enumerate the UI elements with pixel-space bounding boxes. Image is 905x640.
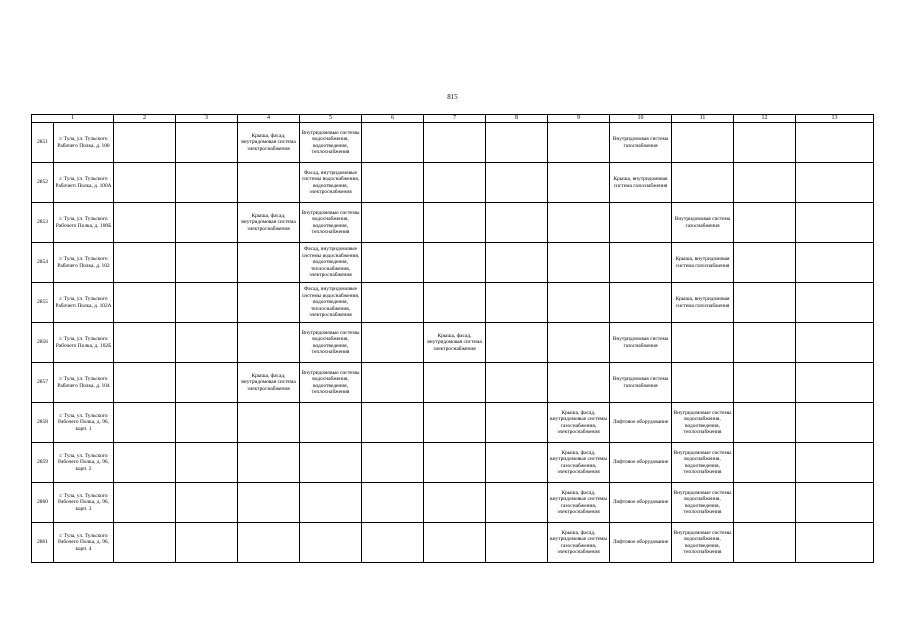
work-cell (548, 323, 610, 363)
address-cell (54, 363, 114, 403)
work-cell (610, 323, 672, 363)
address-cell (54, 443, 114, 483)
header-row (32, 115, 874, 123)
work-cell (610, 243, 672, 283)
header-cell: 9 (548, 115, 610, 123)
cell-text: 2855 (37, 299, 48, 306)
work-cell (672, 323, 734, 363)
work-cell (486, 243, 548, 283)
cell-text: Внутридомовая система газоснабжения (612, 336, 669, 349)
header-cell: 3 (176, 115, 238, 123)
work-cell (672, 283, 734, 323)
work-cell (424, 203, 486, 243)
work-cell (672, 203, 734, 243)
cell-text: Внутридомовые системы водоснабжения, водоотведения, теплоснабжения (673, 529, 732, 555)
header-cell: 7 (424, 115, 486, 123)
work-cell (486, 363, 548, 403)
work-cell (114, 483, 176, 523)
work-cell (362, 483, 424, 523)
work-cell (734, 123, 796, 163)
cell-text: Фасад, внутридомовые системы водоснабжения, водоотведения, электроснабжения (301, 169, 360, 195)
work-cell (548, 203, 610, 243)
work-cell (486, 203, 548, 243)
cell-text: Крыша, фасад, внутридомовая система электроснабжения (241, 372, 296, 392)
cell-text: Крыша, фасад, внутридомовые системы газоснабжения, электроснабжения (550, 449, 607, 475)
row-number-cell (32, 203, 54, 243)
work-cell (796, 243, 874, 283)
work-cell (238, 123, 300, 163)
cell-text: г. Тула, ул. Тульского Рабочего Полка, д. 96, корп. 4 (58, 532, 109, 552)
work-cell (486, 483, 548, 523)
work-cell (424, 283, 486, 323)
work-cell (672, 483, 734, 523)
table-row (32, 403, 874, 443)
cell-text: Внутридомовые системы водоснабжения, водоотведения, теплоснабжения (673, 409, 732, 435)
work-cell (176, 483, 238, 523)
address-cell (54, 403, 114, 443)
work-cell (300, 523, 362, 563)
work-cell (486, 123, 548, 163)
table-body (32, 123, 874, 563)
work-cell (796, 123, 874, 163)
work-cell (238, 403, 300, 443)
cell-text: Крыша, внутридомовая система газоснабжения (675, 256, 730, 269)
work-cell (734, 403, 796, 443)
work-cell (548, 443, 610, 483)
row-number-cell (32, 163, 54, 203)
cell-text: Крыша, внутридомовая система газоснабжения (675, 296, 730, 309)
cell-text: Лифтовое оборудование (612, 499, 669, 506)
work-cell (300, 363, 362, 403)
work-cell (114, 323, 176, 363)
cell-text: Лифтовое оборудование (612, 419, 669, 426)
work-cell (672, 123, 734, 163)
cell-text: г. Тула, ул. Тульского Рабочего Полка, д. 102 (57, 256, 110, 269)
work-cell (238, 443, 300, 483)
cell-text: Внутридомовые системы водоснабжения, водоотведения, теплоснабжения (301, 329, 360, 355)
cell-text: г. Тула, ул. Тульского Рабочего Полка, д. 102Б (55, 336, 112, 349)
cell-text: Внутридомовая система газоснабжения (612, 136, 669, 149)
table-row (32, 443, 874, 483)
cell-text: Внутридомовые системы водоснабжения, водоотведения, теплоснабжения (301, 129, 360, 155)
work-cell (424, 243, 486, 283)
cell-text: г. Тула, ул. Тульского Рабочего Полка, д. 100 (57, 136, 110, 149)
row-number-cell (32, 483, 54, 523)
work-cell (548, 403, 610, 443)
work-cell (548, 283, 610, 323)
work-cell (362, 443, 424, 483)
header-cell: 1 (32, 115, 114, 123)
work-cell (796, 203, 874, 243)
work-cell (362, 203, 424, 243)
work-cell (548, 523, 610, 563)
address-cell (54, 203, 114, 243)
row-number-cell (32, 323, 54, 363)
work-cell (238, 283, 300, 323)
table-row (32, 363, 874, 403)
cell-text: 2860 (37, 499, 48, 506)
work-cell (672, 443, 734, 483)
work-cell (176, 363, 238, 403)
work-cell (362, 163, 424, 203)
work-cell (734, 323, 796, 363)
cell-text: 2852 (37, 179, 48, 186)
work-cell (734, 363, 796, 403)
header-cell: 10 (610, 115, 672, 123)
work-cell (734, 523, 796, 563)
work-cell (796, 443, 874, 483)
work-cell (610, 523, 672, 563)
cell-text: г. Тула, ул. Тульского Рабочего Полка, д. 96, корп. 1 (58, 412, 109, 432)
work-cell (548, 363, 610, 403)
work-cell (796, 163, 874, 203)
work-cell (238, 363, 300, 403)
work-cell (176, 403, 238, 443)
cell-text: Внутридомовые системы водоснабжения, водоотведения, теплоснабжения (673, 449, 732, 475)
address-cell (54, 523, 114, 563)
work-cell (300, 323, 362, 363)
cell-text: Фасад, внутридомовые системы водоснабжения, водоотведения, теплоснабжения, электроснабжения (301, 246, 360, 279)
work-cell (114, 523, 176, 563)
work-cell (424, 323, 486, 363)
row-number-cell (32, 403, 54, 443)
cell-text: Крыша, фасад, внутридомовая система электроснабжения (241, 132, 296, 152)
work-cell (176, 323, 238, 363)
cell-text: 2857 (37, 379, 48, 386)
work-cell (486, 523, 548, 563)
address-cell (54, 123, 114, 163)
header-cell: 2 (114, 115, 176, 123)
row-number-cell (32, 283, 54, 323)
work-cell (734, 163, 796, 203)
header-cell: 6 (362, 115, 424, 123)
cell-text: Внутридомовые системы водоснабжения, водоотведения, теплоснабжения (673, 489, 732, 515)
work-cell (424, 403, 486, 443)
header-cell: 4 (238, 115, 300, 123)
work-cell (300, 163, 362, 203)
work-cell (424, 523, 486, 563)
work-cell (610, 483, 672, 523)
work-cell (300, 443, 362, 483)
table-row (32, 483, 874, 523)
cell-text: г. Тула, ул. Тульского Рабочего Полка, д. 96, корп. 3 (58, 492, 109, 512)
work-cell (796, 363, 874, 403)
work-cell (300, 283, 362, 323)
table-row (32, 323, 874, 363)
cell-text: 2851 (37, 139, 48, 146)
work-cell (610, 123, 672, 163)
work-cell (300, 403, 362, 443)
row-number-cell (32, 243, 54, 283)
work-cell (362, 523, 424, 563)
work-cell (548, 163, 610, 203)
work-cell (424, 443, 486, 483)
table-row (32, 123, 874, 163)
table-row (32, 283, 874, 323)
work-cell (672, 243, 734, 283)
work-cell (176, 203, 238, 243)
work-cell (176, 163, 238, 203)
cell-text: г. Тула, ул. Тульского Рабочего Полка, д. 102А (55, 296, 112, 309)
work-cell (114, 363, 176, 403)
cell-text: 2861 (37, 539, 48, 546)
header-cell: 5 (300, 115, 362, 123)
cell-text: Крыша, внутридомовая система газоснабжения (613, 176, 668, 189)
work-cell (300, 203, 362, 243)
work-cell (176, 283, 238, 323)
work-cell (548, 483, 610, 523)
work-cell (238, 523, 300, 563)
repair-schedule-table (31, 114, 874, 563)
work-cell (362, 363, 424, 403)
work-cell (610, 443, 672, 483)
header-cell: 12 (734, 115, 796, 123)
table-row (32, 163, 874, 203)
work-cell (486, 283, 548, 323)
work-cell (362, 123, 424, 163)
work-cell (300, 483, 362, 523)
address-cell (54, 283, 114, 323)
cell-text: Внутридомовые системы водоснабжения, водоотведения, теплоснабжения (301, 209, 360, 235)
work-cell (486, 403, 548, 443)
table-row (32, 243, 874, 283)
cell-text: 2853 (37, 219, 48, 226)
work-cell (734, 443, 796, 483)
work-cell (114, 123, 176, 163)
work-cell (114, 163, 176, 203)
address-cell (54, 483, 114, 523)
work-cell (238, 203, 300, 243)
cell-text: Внутридомовая система газоснабжения (612, 376, 669, 389)
work-cell (114, 283, 176, 323)
address-cell (54, 243, 114, 283)
work-cell (114, 443, 176, 483)
work-cell (424, 483, 486, 523)
work-cell (672, 403, 734, 443)
cell-text: Внутридомовая система газоснабжения (674, 216, 731, 229)
cell-text: 2859 (37, 459, 48, 466)
work-cell (610, 403, 672, 443)
work-cell (734, 283, 796, 323)
work-cell (734, 203, 796, 243)
cell-text: Крыша, фасад, внутридомовая система электроснабжения (241, 212, 296, 232)
work-cell (300, 123, 362, 163)
cell-text: Лифтовое оборудование (612, 459, 669, 466)
work-cell (610, 203, 672, 243)
cell-text: 2858 (37, 419, 48, 426)
work-cell (610, 283, 672, 323)
work-cell (300, 243, 362, 283)
work-cell (610, 363, 672, 403)
work-cell (734, 243, 796, 283)
row-number-cell (32, 523, 54, 563)
work-cell (238, 163, 300, 203)
work-cell (796, 523, 874, 563)
work-cell (238, 243, 300, 283)
work-cell (238, 483, 300, 523)
header-cell: 8 (486, 115, 548, 123)
cell-text: 2854 (37, 259, 48, 266)
address-cell (54, 323, 114, 363)
work-cell (114, 403, 176, 443)
work-cell (424, 123, 486, 163)
cell-text: г. Тула, ул. Тульского Рабочего Полка, д. 100Б (55, 216, 112, 229)
cell-text: г. Тула, ул. Тульского Рабочего Полка, д. 96, корп. 2 (58, 452, 109, 472)
page-number: 815 (447, 93, 458, 101)
work-cell (486, 323, 548, 363)
work-cell (176, 523, 238, 563)
work-cell (176, 123, 238, 163)
cell-text: Фасад, внутридомовые системы водоснабжения, водоотведения, теплоснабжения, электроснабжения (301, 286, 360, 319)
work-cell (734, 483, 796, 523)
cell-text: Лифтовое оборудование (612, 539, 669, 546)
work-cell (114, 243, 176, 283)
work-cell (796, 403, 874, 443)
work-cell (176, 443, 238, 483)
cell-text: Крыша, фасад, внутридомовые системы газоснабжения, электроснабжения (550, 529, 607, 555)
work-cell (114, 203, 176, 243)
work-cell (176, 243, 238, 283)
cell-text: Крыша, фасад, внутридомовые системы газоснабжения, электроснабжения (550, 409, 607, 435)
work-cell (424, 163, 486, 203)
row-number-cell (32, 123, 54, 163)
work-cell (362, 243, 424, 283)
work-cell (238, 323, 300, 363)
work-cell (672, 523, 734, 563)
row-number-cell (32, 363, 54, 403)
work-cell (362, 283, 424, 323)
work-cell (362, 323, 424, 363)
cell-text: г. Тула, ул. Тульского Рабочего Полка, д. 104 (57, 376, 110, 389)
work-cell (486, 443, 548, 483)
row-number-cell (32, 443, 54, 483)
work-cell (672, 163, 734, 203)
work-cell (796, 483, 874, 523)
table-row (32, 523, 874, 563)
header-cell: 11 (672, 115, 734, 123)
work-cell (362, 403, 424, 443)
work-cell (548, 123, 610, 163)
work-cell (796, 323, 874, 363)
work-cell (424, 363, 486, 403)
cell-text: Внутридомовые системы водоснабжения, водоотведения, теплоснабжения (301, 369, 360, 395)
work-cell (486, 163, 548, 203)
work-cell (610, 163, 672, 203)
work-cell (672, 363, 734, 403)
cell-text: 2856 (37, 339, 48, 346)
work-cell (796, 283, 874, 323)
header-cell: 13 (796, 115, 874, 123)
cell-text: Крыша, фасад, внутридомовая система электроснабжения (427, 332, 482, 352)
cell-text: Крыша, фасад, внутридомовые системы газоснабжения, электроснабжения (550, 489, 607, 515)
work-cell (548, 243, 610, 283)
cell-text: г. Тула, ул. Тульского Рабочего Полка, д. 100А (55, 176, 112, 189)
address-cell (54, 163, 114, 203)
table-row (32, 203, 874, 243)
